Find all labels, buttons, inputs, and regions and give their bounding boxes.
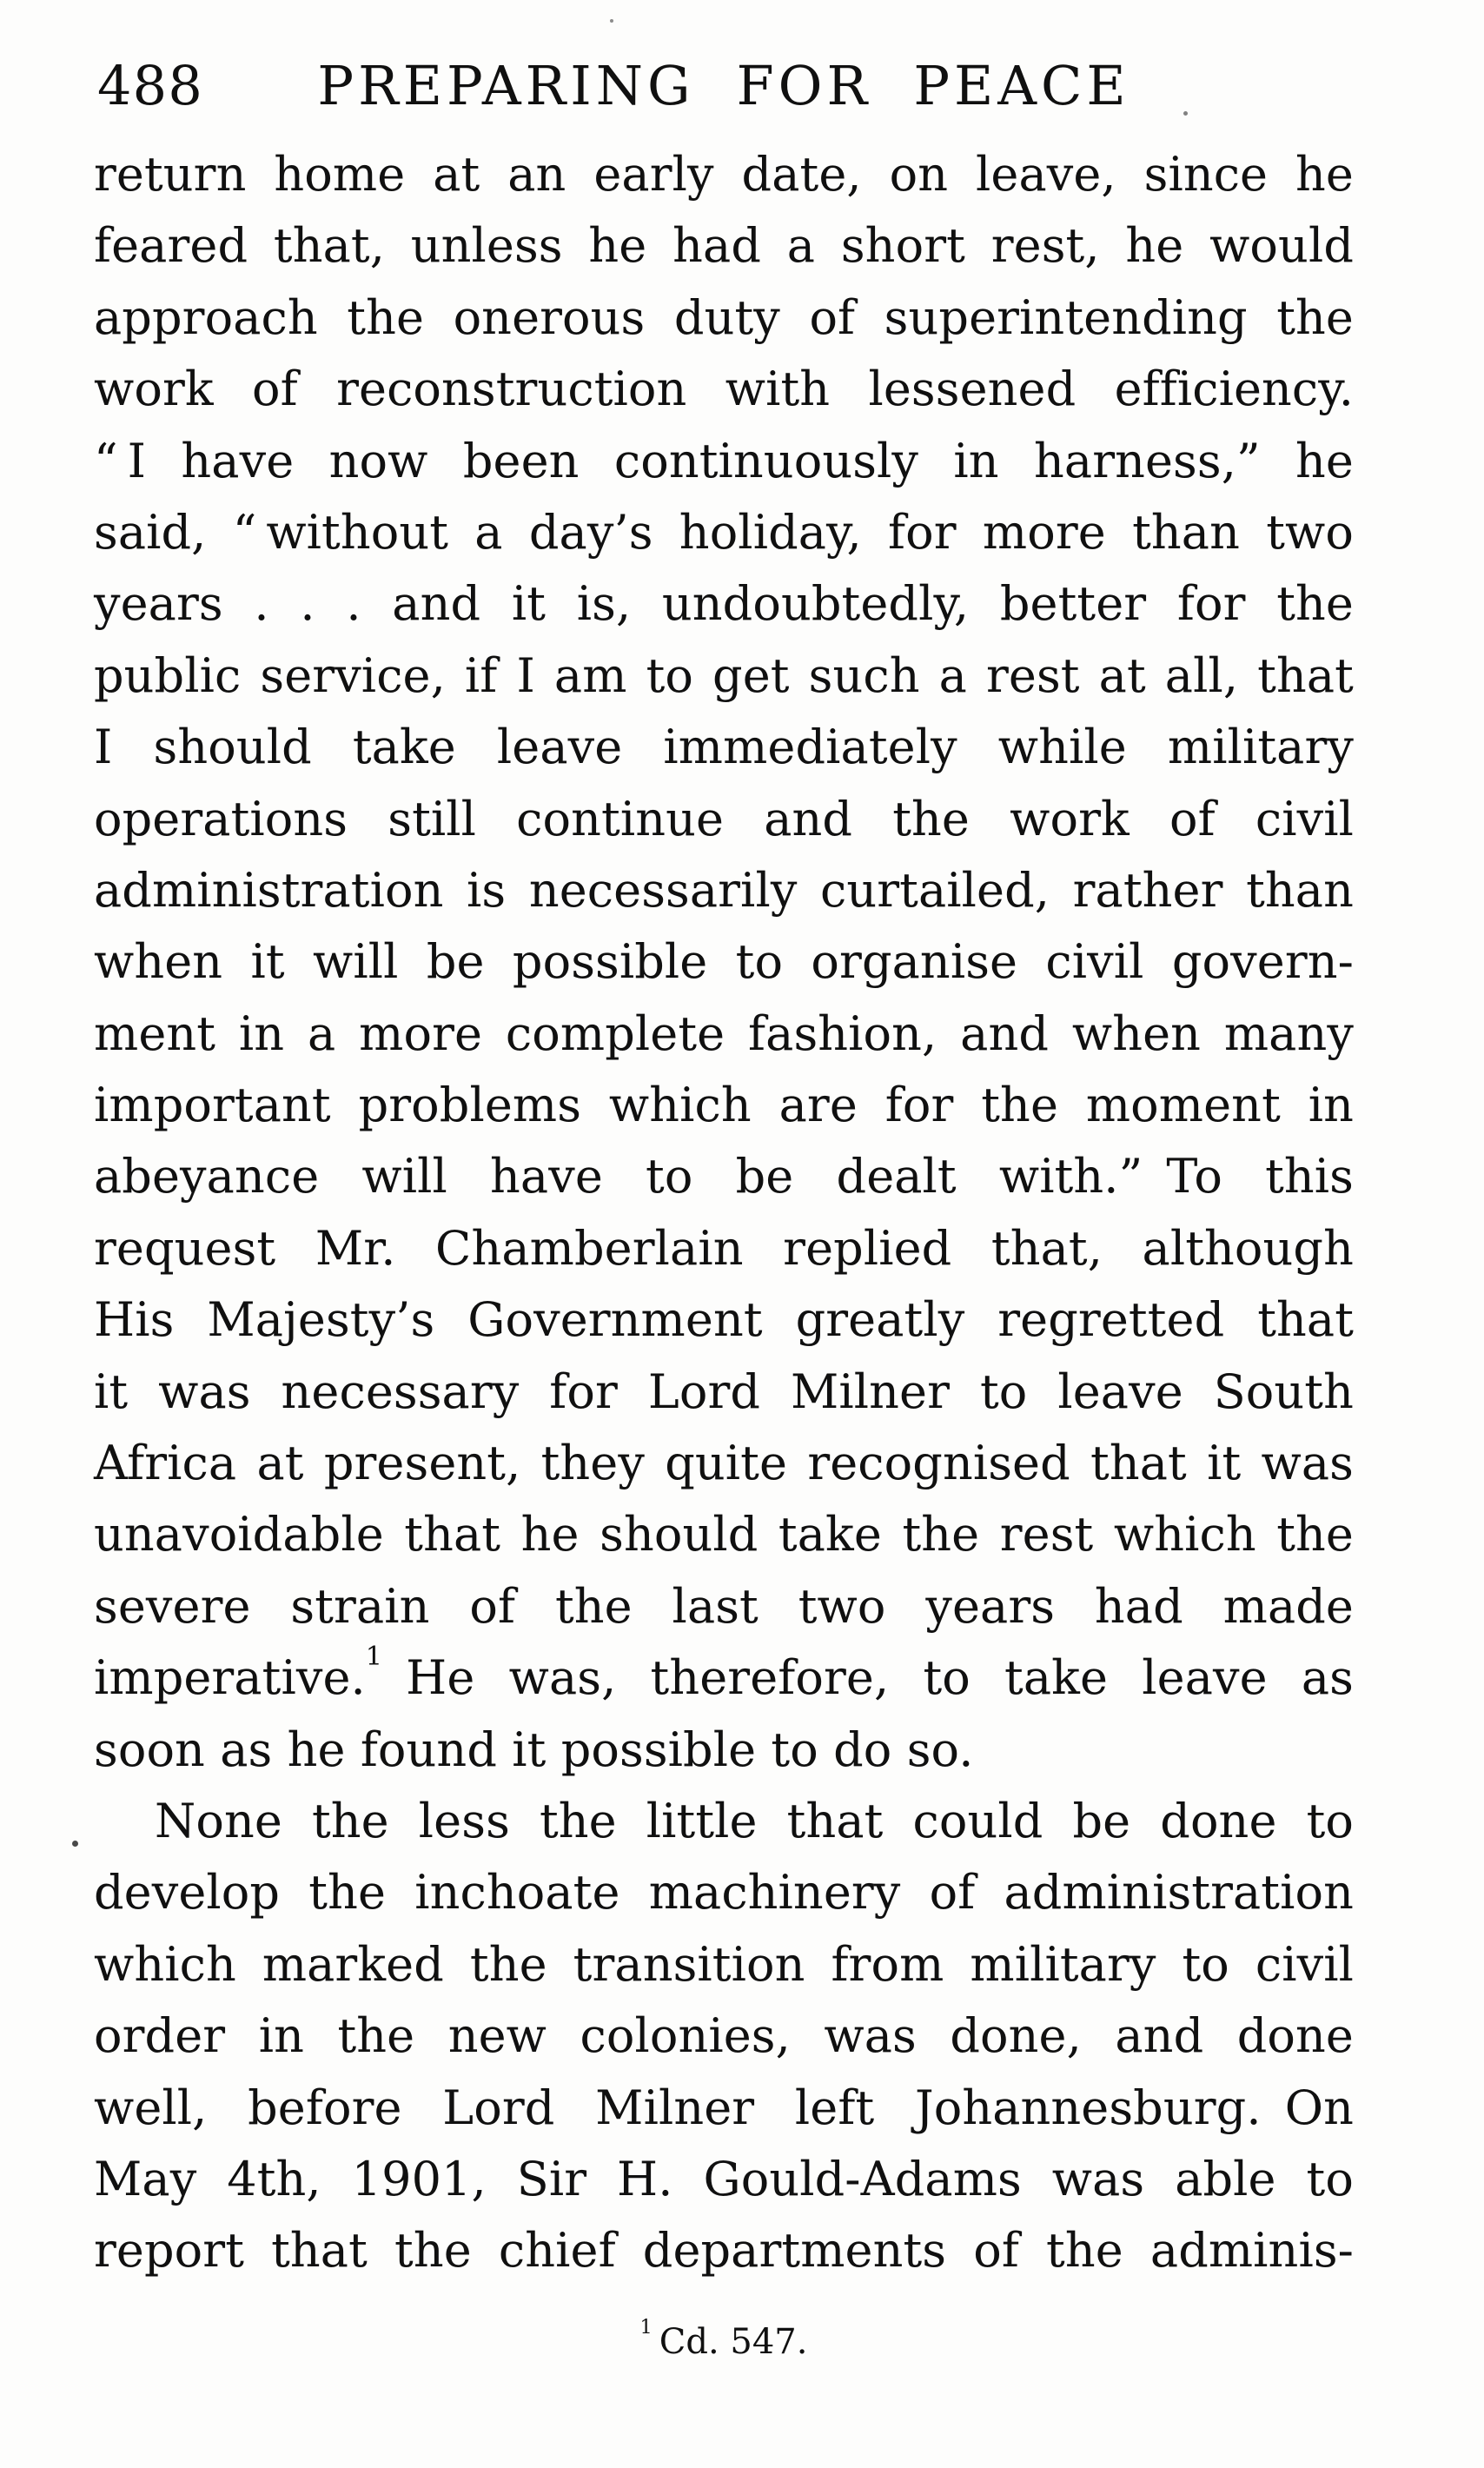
text-line: said, “ without a day’s holiday, for more than two	[94, 504, 1354, 560]
print-artifact-dot	[610, 19, 613, 23]
footnote-ref: 1	[365, 1641, 383, 1672]
text-line: approach the onerous duty of superintending the	[94, 289, 1354, 345]
text-line: which marked the transition from military to civil	[94, 1936, 1354, 1992]
text-line: report that the chief departments of the adminis-	[94, 2223, 1354, 2279]
text-line: soon as he found it possible to do so.	[94, 1722, 974, 1777]
text-line: severe strain of the last two years had made	[94, 1578, 1354, 1634]
text-line: imperative.$^1$ He was, therefore, to take leave as	[94, 1641, 1354, 1706]
text-line: administration is necessarily curtailed, rather than	[94, 862, 1354, 918]
footnote	[94, 2315, 1354, 2362]
text-line: years . . . and it is, undoubtedly, better for the	[94, 576, 1354, 632]
page-title: PREPARING FOR PEACE	[317, 54, 1130, 117]
body-lines	[94, 139, 1354, 2287]
text-line: it was necessary for Lord Milner to leave South	[94, 1363, 1354, 1419]
text-line: when it will be possible to organise civil govern-	[94, 934, 1354, 990]
text-line: His Majesty’s Government greatly regretted that	[94, 1292, 1354, 1348]
text-line: feared that, unless he had a short rest, he would	[94, 218, 1354, 274]
text-line: work of reconstruction with lessened efficiency.	[94, 362, 1354, 417]
text-line: ment in a more complete fashion, and when many	[94, 1005, 1354, 1061]
text-line: “ I have now been continuously in harness,” he	[94, 433, 1354, 488]
text-line: well, before Lord Milner left Johannesburg. On	[94, 2080, 1354, 2135]
text-line: Africa at present, they quite recognised that it was	[94, 1436, 1354, 1491]
text-line: unavoidable that he should take the rest which the	[94, 1507, 1354, 1562]
text-line: None the less the little that could be done to	[155, 1793, 1354, 1848]
print-artifact-dot	[72, 1841, 78, 1847]
text-line: develop the inchoate machinery of administration	[94, 1865, 1354, 1921]
footnote-marker: 1	[639, 2315, 653, 2339]
text-line: important problems which are for the moment in	[94, 1078, 1354, 1133]
text-line: order in the new colonies, was done, and done	[94, 2008, 1354, 2064]
text-line: abeyance will have to be dealt with.” To this	[94, 1149, 1354, 1204]
footnote-text: Cd. 547.	[659, 2322, 808, 2362]
print-artifact-dot	[1183, 111, 1188, 116]
text-line: public service, if I am to get such a rest at all, that	[94, 647, 1354, 703]
text-line: operations still continue and the work of civil	[94, 791, 1354, 846]
page-number: 488	[97, 54, 204, 117]
text-line: request Mr. Chamberlain replied that, although	[94, 1220, 1354, 1276]
text-line: May 4th, 1901, Sir H. Gould-Adams was able to	[94, 2151, 1354, 2206]
text-line: return home at an early date, on leave, since he	[94, 147, 1354, 202]
page-header	[94, 54, 1354, 117]
text-line: I should take leave immediately while military	[94, 720, 1354, 775]
